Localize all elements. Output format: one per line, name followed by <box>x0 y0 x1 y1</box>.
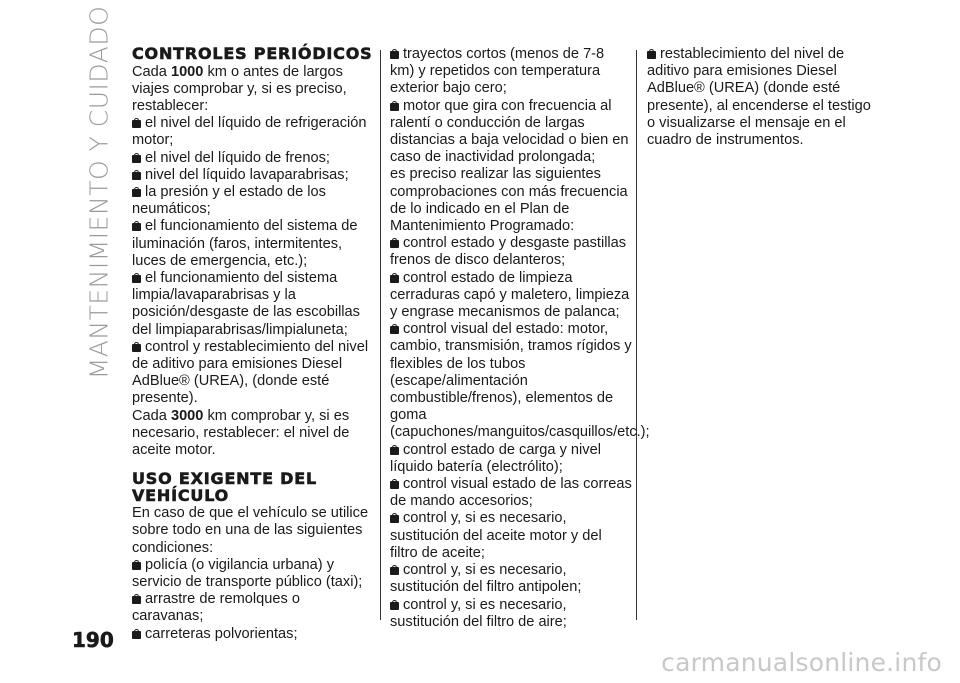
heading-controles-periodicos: CONTROLES PERIÓDICOS <box>132 44 373 63</box>
column-2 <box>390 46 650 631</box>
bullet-list-adblue <box>647 46 882 149</box>
column-3 <box>647 46 882 149</box>
bullet-item <box>390 46 632 98</box>
bullet-text: el funcionamiento del sistema de iluminación (faros, intermitentes, luces de emergencia, etc.); <box>132 218 358 269</box>
bullet-item <box>390 321 650 441</box>
column-divider-1 <box>380 50 381 620</box>
paragraph-3000km-prefix: Cada <box>132 407 171 424</box>
bullet-list-checks <box>390 235 650 631</box>
chapter-side-title <box>73 5 125 379</box>
bullet-list-conditions-cont <box>390 46 632 166</box>
bullet-item <box>390 442 632 476</box>
paragraph-uso-exigente: En caso de que el vehículo se utilice sobre todo en una de las siguientes condiciones: <box>132 505 369 556</box>
km-1000-value: 1000 <box>170 63 204 80</box>
wrench-bullet-icon <box>132 342 141 352</box>
paragraph-3000km-suffix: km comprobar y, si es necesario, restablecer: el nivel de aceite motor. <box>132 407 350 458</box>
bullet-item <box>132 115 374 149</box>
bullet-item <box>132 591 374 625</box>
column-1 <box>132 46 374 643</box>
wrench-bullet-icon <box>132 118 141 128</box>
wrench-bullet-icon <box>132 221 141 231</box>
bullet-text: policía (o vigilancia urbana) y servicio de transporte público (taxi); <box>132 556 363 590</box>
paragraph-1000km <box>132 64 374 116</box>
paragraph-1000km-suffix: km o antes de largos viajes comprobar y, si es preciso, restablecer: <box>132 63 347 114</box>
heading-uso-exigente: USO EXIGENTE DEL VEHÍCULO <box>132 469 317 505</box>
wrench-bullet-icon <box>132 594 141 604</box>
wrench-bullet-icon <box>390 445 399 455</box>
wrench-bullet-icon <box>132 170 141 180</box>
bullet-item <box>390 597 632 631</box>
bullet-text: carreteras polvorientas; <box>145 625 298 642</box>
bullet-text: control y, si es necesario, sustitución del filtro antipolen; <box>390 562 582 596</box>
wrench-bullet-icon <box>390 238 399 248</box>
bullet-item <box>390 476 632 510</box>
km-3000-value: 3000 <box>170 407 204 424</box>
bullet-text: control visual del estado: motor, cambio, transmisión, tramos rígidos y flexibles de los tubos (escape/alimentación combustible/frenos), elementos de goma (capuchones/manguitos/casquillos/etc.); <box>390 321 650 441</box>
wrench-bullet-icon <box>132 560 141 570</box>
paragraph-checks-intro: es preciso realizar las siguientes comprobaciones con más frecuencia de lo indicado en el Plan de Mantenimiento Programado: <box>390 166 628 235</box>
bullet-text: arrastre de remolques o caravanas; <box>132 591 300 625</box>
wrench-bullet-icon <box>390 49 399 59</box>
bullet-item <box>132 184 374 218</box>
bullet-text: el nivel del líquido de frenos; <box>145 149 330 166</box>
bullet-item <box>132 339 374 408</box>
paragraph-1000km-prefix: Cada <box>132 63 171 80</box>
bullet-text: control y restablecimiento del nivel de aditivo para emisiones Diesel AdBlue® (UREA), (donde esté presente). <box>132 338 369 407</box>
bullet-item <box>647 46 882 149</box>
wrench-bullet-icon <box>647 49 656 59</box>
bullet-item <box>132 150 374 167</box>
bullet-text: nivel del líquido lavaparabrisas; <box>145 166 349 183</box>
wrench-bullet-icon <box>132 187 141 197</box>
bullet-item <box>390 98 632 167</box>
bullet-item <box>390 235 632 269</box>
chapter-side-title-text: MANTENIMIENTO Y CUIDADO <box>84 5 114 379</box>
bullet-text: el nivel del líquido de refrigeración motor; <box>132 115 367 149</box>
wrench-bullet-icon <box>390 101 399 111</box>
wrench-bullet-icon <box>390 324 399 334</box>
bullet-text: trayectos cortos (menos de 7-8 km) y repetidos con temperatura exterior bajo cero; <box>390 46 605 97</box>
bullet-text: la presión y el estado de los neumáticos; <box>132 183 326 218</box>
wrench-bullet-icon <box>390 273 399 283</box>
page-number: 190 <box>72 628 114 652</box>
bullet-item <box>132 218 374 270</box>
bullet-text: control estado de carga y nivel líquido batería (electrólito); <box>390 441 601 475</box>
wrench-bullet-icon <box>390 600 399 610</box>
wrench-bullet-icon <box>390 479 399 489</box>
bullet-item <box>132 626 374 643</box>
bullet-text: control visual estado de las correas de mando accesorios; <box>390 476 632 510</box>
bullet-text: control y, si es necesario, sustitución del filtro de aire; <box>390 596 567 630</box>
bullet-text: motor que gira con frecuencia al ralentí o conducción de largas distancias a baja velocidad o bien en caso de inactividad prolongada; <box>390 97 629 166</box>
wrench-bullet-icon <box>390 565 399 575</box>
bullet-item <box>132 167 374 184</box>
wrench-bullet-icon <box>132 153 141 163</box>
bullet-text: control estado de limpieza cerraduras capó y maletero, limpieza y engrase mecanismos de palanca; <box>390 269 630 321</box>
bullet-item <box>390 510 632 562</box>
bullet-text: control y, si es necesario, sustitución del aceite motor y del filtro de aceite; <box>390 510 602 561</box>
bullet-text: control estado y desgaste pastillas frenos de disco delanteros; <box>390 235 627 269</box>
bullet-item <box>132 557 374 591</box>
wrench-bullet-icon <box>132 273 141 283</box>
bullet-list-conditions <box>132 557 374 643</box>
watermark: carmanualsonline.info <box>661 648 942 677</box>
bullet-item <box>390 562 632 596</box>
bullet-text: restablecimiento del nivel de aditivo para emisiones Diesel AdBlue® (UREA) (donde esté presente), al encenderse el testigo o visualizarse el mensaje en el cuadro de instrumentos. <box>647 46 871 149</box>
paragraph-3000km <box>132 408 374 460</box>
wrench-bullet-icon <box>132 629 141 639</box>
bullet-list-1000km <box>132 115 374 407</box>
bullet-text: el funcionamiento del sistema limpia/lavaparabrisas y la posición/desgaste de las escobillas del limpiaparabrisas/limpialuneta; <box>132 269 360 338</box>
wrench-bullet-icon <box>390 513 399 523</box>
bullet-item <box>390 270 632 322</box>
column-divider-2 <box>636 50 637 620</box>
bullet-item <box>132 270 374 339</box>
